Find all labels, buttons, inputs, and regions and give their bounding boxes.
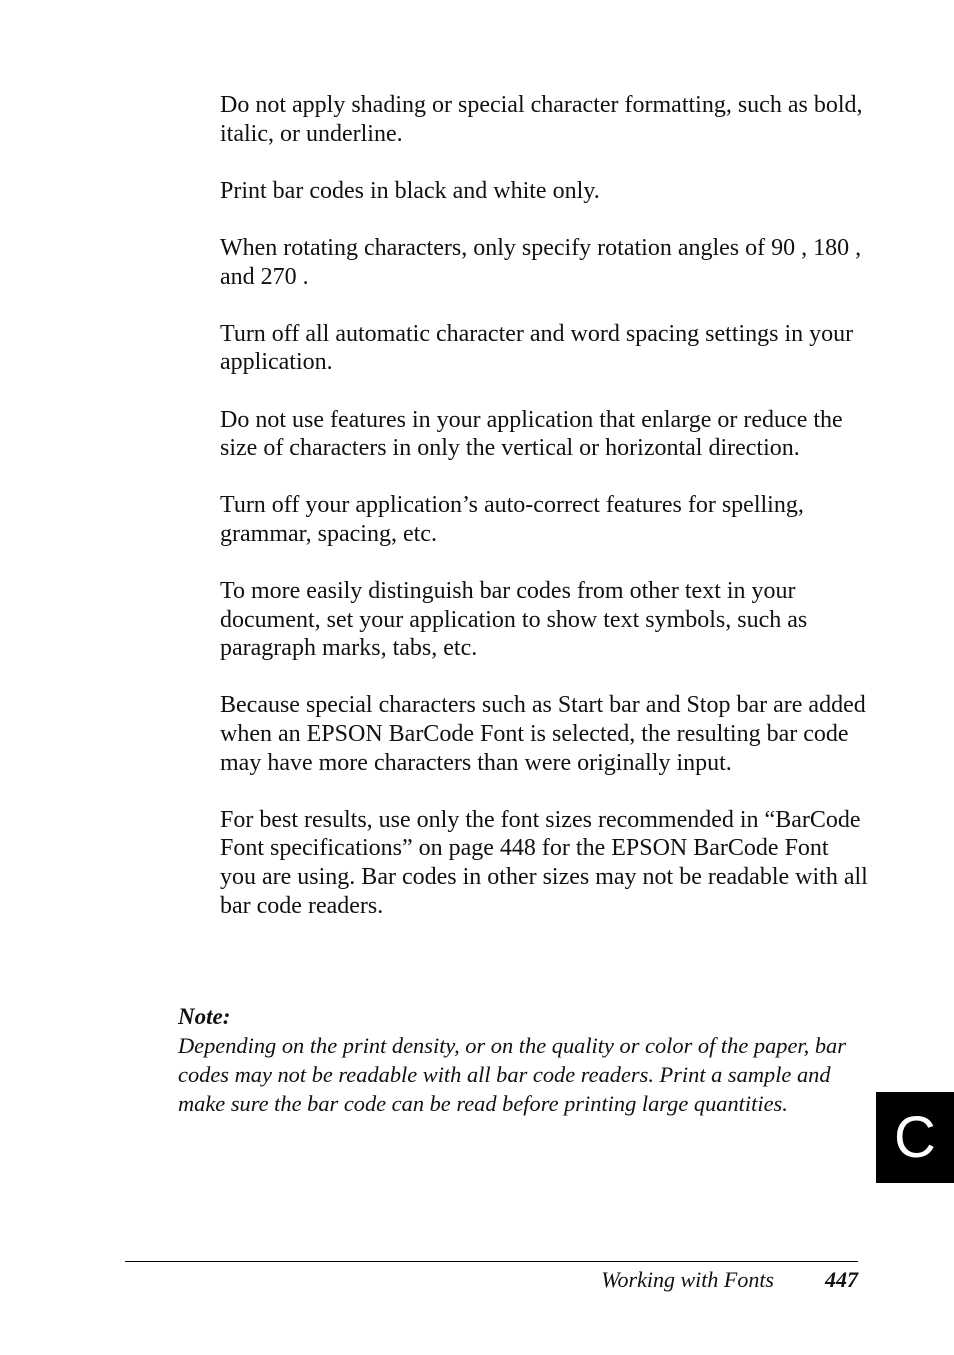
guideline-item: Turn off your application’s auto-correct features for spelling, grammar, spacing, etc. <box>220 492 804 547</box>
guideline-item: For best results, use only the font sizes recommended in “BarCode Font specifications” on page 448 for the EPSON BarCode Font you are using. Bar codes in other sizes may not be readable with all bar code readers. <box>220 806 868 919</box>
appendix-tab-marker: C <box>876 1092 954 1183</box>
footer-divider <box>125 1261 858 1262</box>
guideline-item: Turn off all automatic character and word spacing settings in your application. <box>220 320 854 376</box>
note-body: Depending on the print density, or on the quality or color of the paper, bar codes may not be readable with all bar code readers. Print a sample and make sure the bar code can be read before printing large quantities. <box>178 1033 846 1116</box>
guideline-item: Do not apply shading or special character formatting, such as bold, italic, or underline. <box>220 92 863 147</box>
footer-section-title: Working with Fonts <box>601 1267 774 1292</box>
footer-page-number: 447 <box>825 1267 858 1292</box>
guideline-list <box>220 91 870 949</box>
note-block <box>178 1003 878 1118</box>
guideline-item: Because special characters such as Start bar and Stop bar are added when an EPSON BarCode Font is selected, the resulting bar code may have more characters than were originally input. <box>220 692 866 776</box>
guideline-item: To more easily distinguish bar codes from other text in your document, set your application to show text symbols, such as paragraph marks, tabs, etc. <box>220 578 808 662</box>
guideline-item: Print bar codes in black and white only. <box>220 177 600 204</box>
note-heading: Note: <box>178 1004 231 1029</box>
guideline-item: When rotating characters, only specify rotation angles of 90 , 180 , and 270 . <box>220 234 862 290</box>
guideline-item: Do not use features in your application that enlarge or reduce the size of characters in only the vertical or horizontal direction. <box>220 406 843 462</box>
